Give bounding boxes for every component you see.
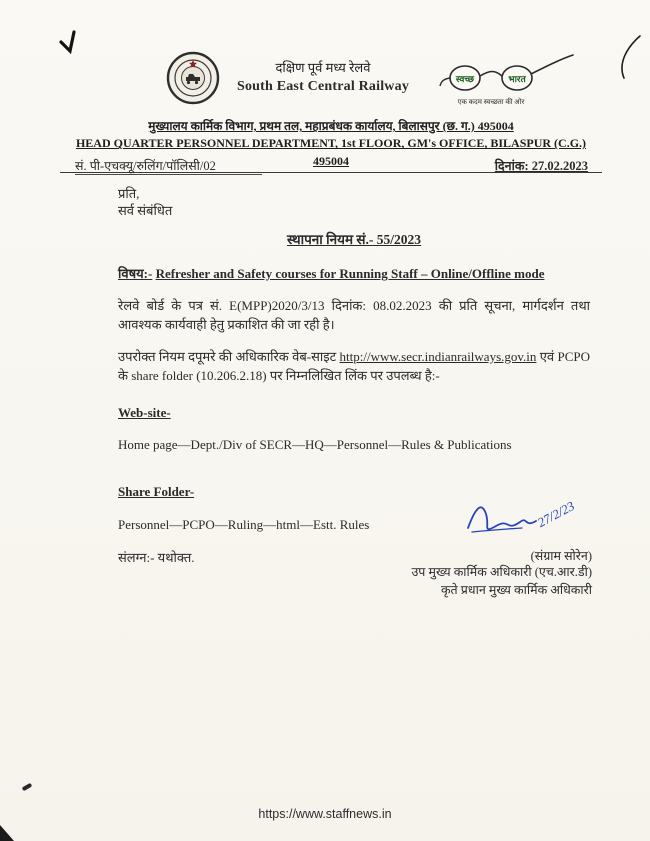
establishment-rule-number: स्थापना नियम सं.- 55/2023 — [286, 231, 422, 247]
subject-label: विषय:- — [118, 266, 153, 282]
secr-website-link[interactable]: http://www.secr.indianrailways.gov.in — [339, 348, 537, 364]
share-folder-path: Personnel—PCPO—Ruling—html—Estt. Rules — [118, 517, 370, 533]
signatory-designation-1: उप मुख्य कार्मिक अधिकारी (एच.आर.डी) — [411, 565, 592, 579]
staffnews-url[interactable]: https://www.staffnews.in — [258, 807, 392, 821]
website-navigation-path: Home page—Dept./Div of SECR—HQ—Personnel—Rules & Publications — [118, 437, 512, 453]
addressee-line-2: सर्व संबंधित — [118, 202, 173, 218]
signatory-designation-2: कृते प्रधान मुख्य कार्मिक अधिकारी — [440, 582, 592, 597]
swachh-tagline: एक कदम स्वच्छता की ओर — [457, 98, 525, 106]
handwritten-signature — [462, 488, 592, 540]
paragraph-2 — [118, 348, 590, 386]
letterhead-titles — [228, 58, 418, 95]
org-name-english: South East Central Railway — [236, 79, 410, 94]
reference-number: सं. पी-एचक्यू/रुलिंग/पॉलिसी/02 — [75, 157, 262, 175]
signatory-name: (संग्राम सोरेन) — [530, 549, 592, 563]
org-name-hindi: दक्षिण पूर्व मध्य रेलवे — [275, 60, 371, 75]
scan-artifact-mark — [22, 783, 33, 791]
railway-emblem-logo — [166, 50, 220, 106]
addressee-line-1: प्रति, — [118, 186, 140, 201]
scan-artifact-corner — [0, 825, 14, 841]
paragraph-2-pre: उपरोक्त नियम दपूमरे की अधिकारिक वेब-साइट — [118, 348, 340, 364]
address-hindi: मुख्यालय कार्मिक विभाग, प्रथम तल, महाप्रबंधक कार्यालय, बिलासपुर (छ. ग.) 495004 — [148, 119, 514, 133]
paragraph-2-post: एवं PCPO के share folder (10.206.2.18) पर निम्नलिखित लिंक पर उपलब्ध है:- — [118, 348, 590, 383]
enclosure-line: संलग्न:- यथोक्त. — [118, 549, 195, 565]
website-section-label: Web-site- — [118, 404, 171, 420]
share-folder-section-label: Share Folder- — [118, 484, 195, 500]
subject-text: Refresher and Safety courses for Running Staff – Online/Offline mode — [155, 266, 545, 282]
signature-block — [411, 488, 592, 599]
swachh-bharat-logo — [435, 52, 575, 110]
scan-artifact-pen-curve — [596, 34, 642, 80]
swachh-word-right: भारत — [508, 74, 526, 84]
signature-date: 27/2/23 — [534, 498, 577, 530]
reference-row — [75, 157, 588, 175]
watermark-footer — [0, 807, 650, 821]
letter-date: दिनांक: 27.02.2023 — [494, 159, 588, 173]
paragraph-1: रेलवे बोर्ड के पत्र सं. E(MPP)2020/3/13 दिनांक: 08.02.2023 की प्रति सूचना, मार्गदर्शन तथा आवश्यक कार्यवाही हेतु प्रकाशित की जा रही है। — [118, 298, 590, 333]
address-english: HEAD QUARTER PERSONNEL DEPARTMENT, 1st FLOOR, GM's OFFICE, BILASPUR (C.G.) 495004 — [75, 136, 587, 168]
scan-artifact-pen-tick — [58, 28, 84, 54]
swachh-word-left: स्वच्छ — [455, 74, 475, 84]
subject-line — [118, 265, 590, 284]
